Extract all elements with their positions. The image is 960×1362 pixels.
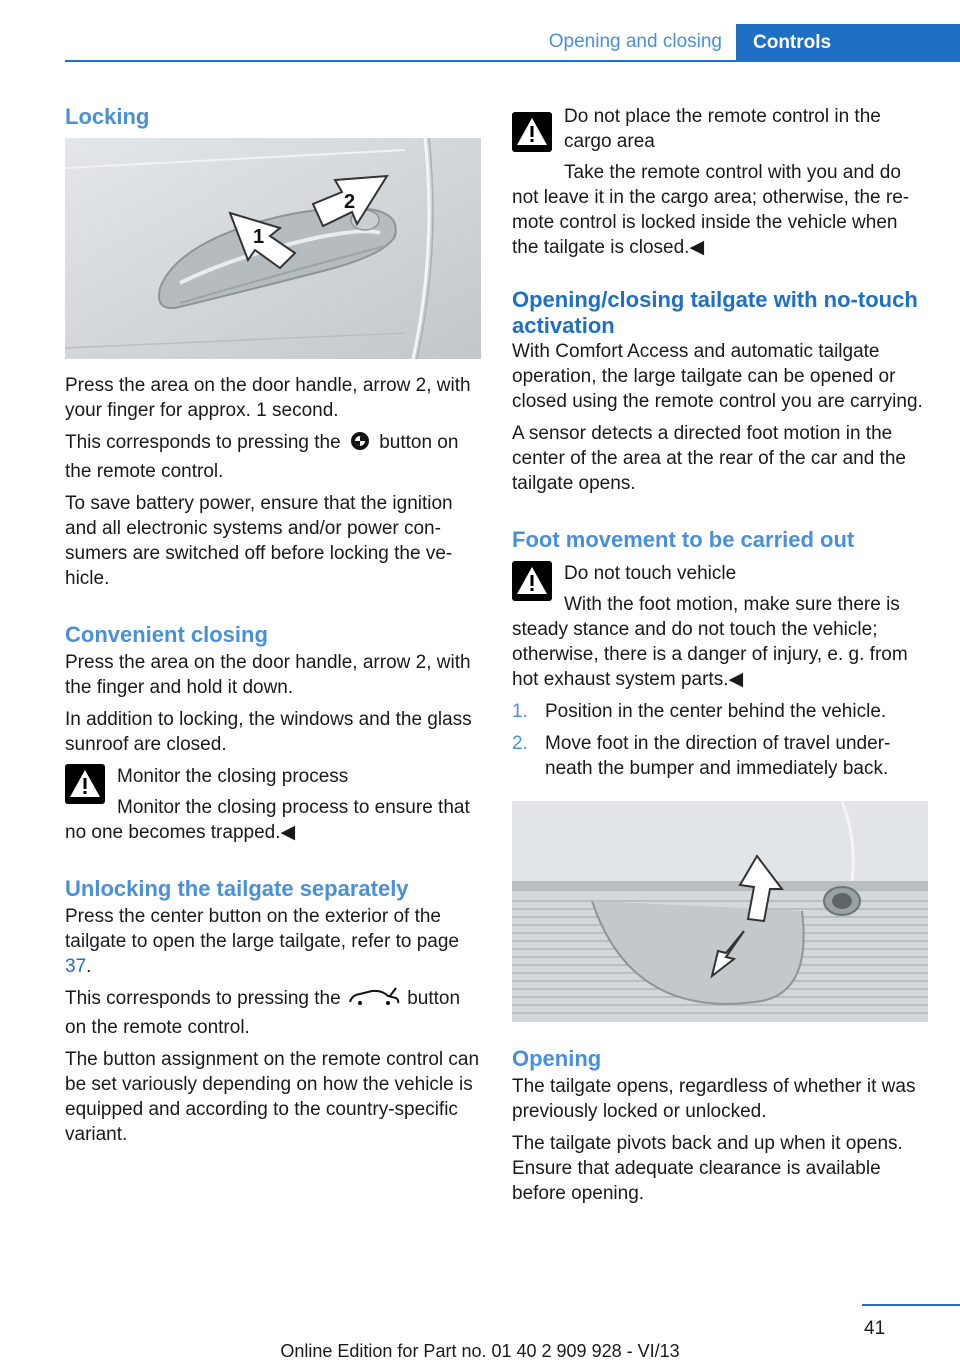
list-item: 1. Position in the center behind the vehicle.: [512, 701, 887, 722]
header-rule: [65, 60, 960, 62]
locking-text-3: To save battery power, ensure that the ignition and all electronic systems and/or power consumers are switched off before locking the vehicle.: [65, 493, 453, 589]
svg-text:1: 1: [253, 226, 265, 248]
heading-locking: Locking: [65, 104, 150, 129]
bmw-lock-button-icon: [346, 430, 374, 459]
warning-title: Do not touch vehicle: [564, 563, 737, 584]
locking-text-1: Press the area on the door handle, arrow 2, with your finger for approx. 1 second.: [65, 375, 471, 421]
header-section-title: Opening and closing: [548, 31, 722, 52]
warning-body: Take the remote control with you and do not leave it in the cargo area; otherwise, the remote control is locked inside the vehicle when the tailgate is closed.◀: [512, 162, 910, 258]
footer-rule: [862, 1304, 960, 1306]
warning-closing-process: [65, 764, 481, 845]
heading-no-touch-activation: Opening/closing tailgate with no-touch activation: [512, 287, 918, 338]
page-number: 41: [864, 1318, 886, 1339]
heading-foot-movement: Foot movement to be carried out: [512, 527, 855, 552]
conv-text-1: Press the area on the door handle, arrow 2, with the finger and hold it down.: [65, 652, 471, 698]
page-reference-link[interactable]: 37: [65, 956, 87, 977]
right-column: [512, 100, 928, 1213]
conv-text-2: In addition to locking, the windows and the glass sunroof are closed.: [65, 709, 472, 755]
foot-steps-list: [512, 699, 928, 781]
tailgate-button-icon: [346, 986, 402, 1015]
svg-text:2: 2: [344, 191, 356, 213]
opening-text-2: The tailgate pivots back and up when it opens. Ensure that adequate clearance is available before opening.: [512, 1133, 903, 1204]
warning-title: Monitor the closing process: [117, 766, 349, 787]
header-chapter-tab: Controls: [736, 24, 960, 62]
heading-unlocking-tailgate: Unlocking the tailgate separately: [65, 876, 409, 901]
notouch-text-2: A sensor detects a directed foot motion in the center of the area at the rear of the car and the tailgate opens.: [512, 423, 906, 494]
warning-title: Do not place the remote control in the cargo area: [564, 106, 881, 152]
warning-remote-cargo: [512, 104, 928, 260]
locking-text-2: This corresponds to pressing the button on the remote control.: [65, 432, 459, 482]
unlock-text-1: Press the center button on the exterior of the tailgate to open the large tailgate, refer to page 37.: [65, 906, 459, 977]
opening-text-1: The tailgate opens, regardless of whether it was previously locked or unlocked.: [512, 1076, 916, 1122]
heading-opening: Opening: [512, 1046, 602, 1071]
warning-triangle-icon: [512, 561, 552, 601]
door-handle-figure: [65, 138, 481, 359]
left-column: [65, 100, 481, 1154]
warning-body: With the foot motion, make sure there is steady stance and do not touch the vehicle; otherwise, there is a danger of injury, e. g. from hot exhaust system parts.◀: [512, 594, 908, 690]
warning-triangle-icon: [65, 764, 105, 804]
warning-do-not-touch: [512, 561, 928, 692]
bumper-foot-motion-figure: [512, 801, 928, 1022]
warning-triangle-icon: [512, 112, 552, 152]
page-header: [65, 0, 960, 62]
unlock-text-2: This corresponds to pressing the button on the remote control.: [65, 988, 461, 1038]
list-item: 2. Move foot in the direction of travel underneath the bumper and immediately back.: [512, 733, 891, 779]
heading-convenient-closing: Convenient closing: [65, 622, 268, 647]
footer-edition: Online Edition for Part no. 01 40 2 909 928 - VI/13: [280, 1341, 680, 1361]
warning-body: Monitor the closing process to ensure that no one becomes trapped.◀: [65, 797, 470, 843]
unlock-text-3: The button assignment on the remote control can be set variously depending on how the vehicle is equipped and according to the country-specific variant.: [65, 1049, 480, 1145]
notouch-text-1: With Comfort Access and automatic tailgate operation, the large tailgate can be opened or closed using the remote control you are carrying.: [512, 341, 923, 412]
